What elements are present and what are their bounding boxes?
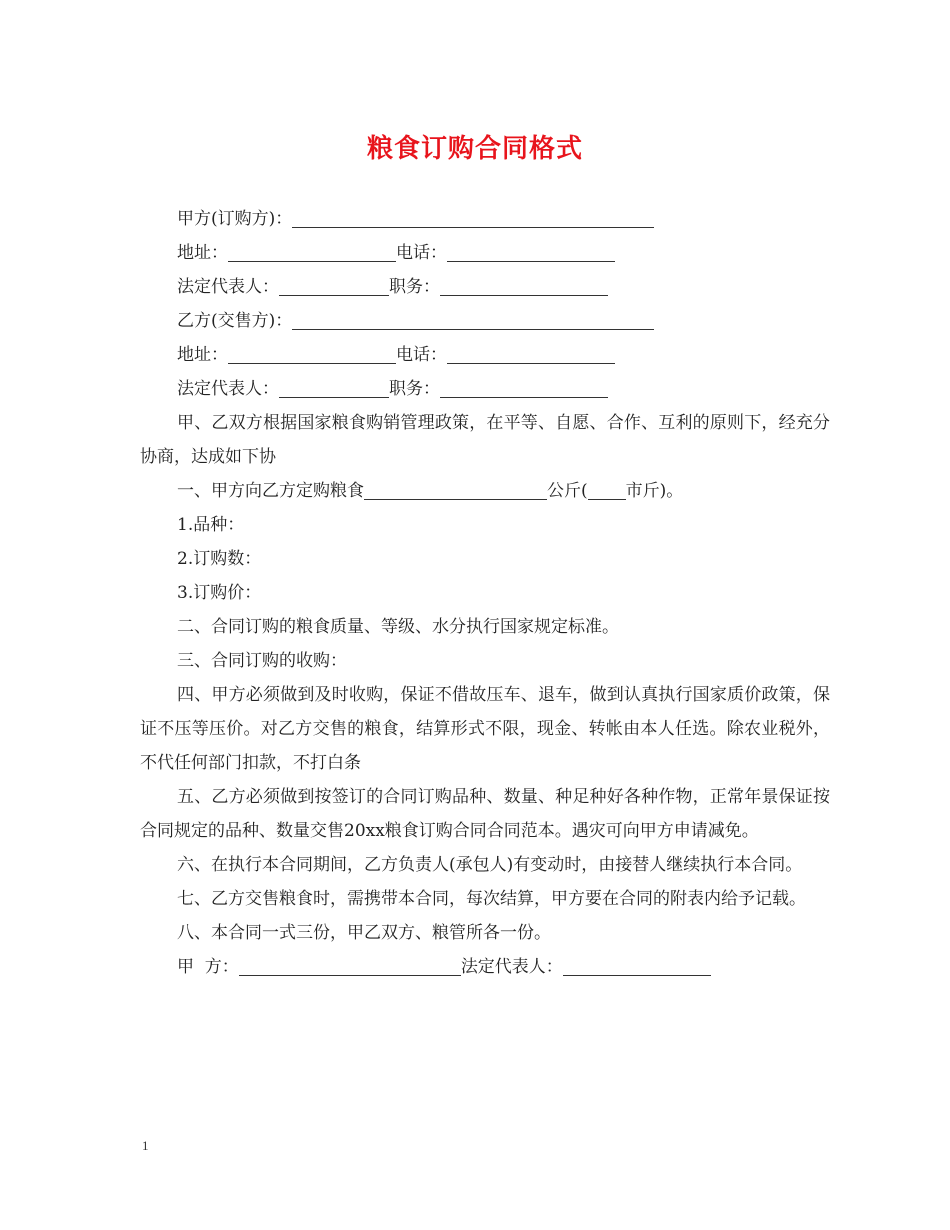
- party-a-phone-label: 电话：: [396, 243, 447, 263]
- clause-1-prefix: 一、甲方向乙方定购粮食: [177, 481, 364, 501]
- clause-7: 七、乙方交售粮食时，需携带本合同，每次结算，甲方要在合同的附表内给予记载。: [177, 889, 806, 909]
- clause-1-mid: 公斤(: [547, 481, 588, 501]
- party-b-label: 乙方(交售方)：: [177, 311, 293, 331]
- intro-paragraph: 甲、乙双方根据国家粮食购销管理政策，在平等、自愿、合作、互利的原则下，经充分协商，达成如下协: [140, 413, 830, 467]
- party-a-blank: [292, 205, 654, 228]
- clause-8: 八、本合同一式三份，甲乙双方、粮管所各一份。: [177, 923, 551, 943]
- party-b-line: [140, 304, 830, 338]
- party-b-address-label: 地址：: [177, 345, 228, 365]
- page-number: 1: [142, 1138, 149, 1153]
- party-a-rep-line: [140, 270, 830, 304]
- clause-2: 二、合同订购的粮食质量、等级、水分执行国家规定标准。: [177, 617, 619, 637]
- party-b-rep-blank: [279, 375, 389, 398]
- party-b-rep-line: [140, 372, 830, 406]
- party-b-address-blank: [228, 341, 396, 364]
- sign-rep-blank: [563, 953, 711, 976]
- party-b-address-line: [140, 338, 830, 372]
- party-b-blank: [292, 307, 654, 330]
- party-b-title-label: 职务：: [389, 379, 440, 399]
- clause-3: 三、合同订购的收购：: [177, 651, 347, 671]
- contract-body: [140, 202, 830, 984]
- party-a-rep-label: 法定代表人：: [177, 277, 279, 297]
- party-a-title-label: 职务：: [389, 277, 440, 297]
- sign-party-a-label: 甲 方：: [177, 957, 239, 977]
- party-a-address-blank: [228, 239, 396, 262]
- clause-5: 五、乙方必须做到按签订的合同订购品种、数量、种足种好各种作物，正常年景保证按合同规定的品种、数量交售20xx粮食订购合同合同范本。遇灾可向甲方申请减免。: [140, 787, 830, 841]
- clause-1-suffix: 市斤)。: [625, 481, 684, 501]
- party-a-address-label: 地址：: [177, 243, 228, 263]
- sign-party-a-blank: [239, 953, 461, 976]
- party-a-address-line: [140, 236, 830, 270]
- clause-4: 四、甲方必须做到及时收购，保证不借故压车、退车，做到认真执行国家质价政策，保证不压等压价。对乙方交售的粮食，结算形式不限，现金、转帐由本人任选。除农业税外，不代任何部门扣款，不打白条: [140, 685, 830, 773]
- sign-rep-label: 法定代表人：: [460, 957, 563, 977]
- clause-1-line: [140, 474, 830, 508]
- item-variety: 1.品种：: [177, 515, 245, 535]
- party-a-label: 甲方(订购方)：: [177, 209, 293, 229]
- item-quantity: 2.订购数：: [177, 549, 262, 569]
- party-b-title-blank: [440, 375, 608, 398]
- party-a-phone-blank: [447, 239, 615, 262]
- item-price: 3.订购价：: [177, 583, 262, 603]
- party-a-title-blank: [440, 273, 608, 296]
- clause-1-quantity-blank: [364, 477, 547, 500]
- party-b-phone-label: 电话：: [396, 345, 447, 365]
- party-b-rep-label: 法定代表人：: [177, 379, 279, 399]
- party-a-line: [140, 202, 830, 236]
- clause-6: 六、在执行本合同期间，乙方负责人(承包人)有变动时，由接替人继续执行本合同。: [177, 855, 803, 875]
- party-b-phone-blank: [447, 341, 615, 364]
- document-title: 粮食订购合同格式: [366, 134, 583, 164]
- clause-1-jin-blank: [588, 477, 626, 500]
- signature-line: [140, 950, 830, 984]
- party-a-rep-blank: [279, 273, 389, 296]
